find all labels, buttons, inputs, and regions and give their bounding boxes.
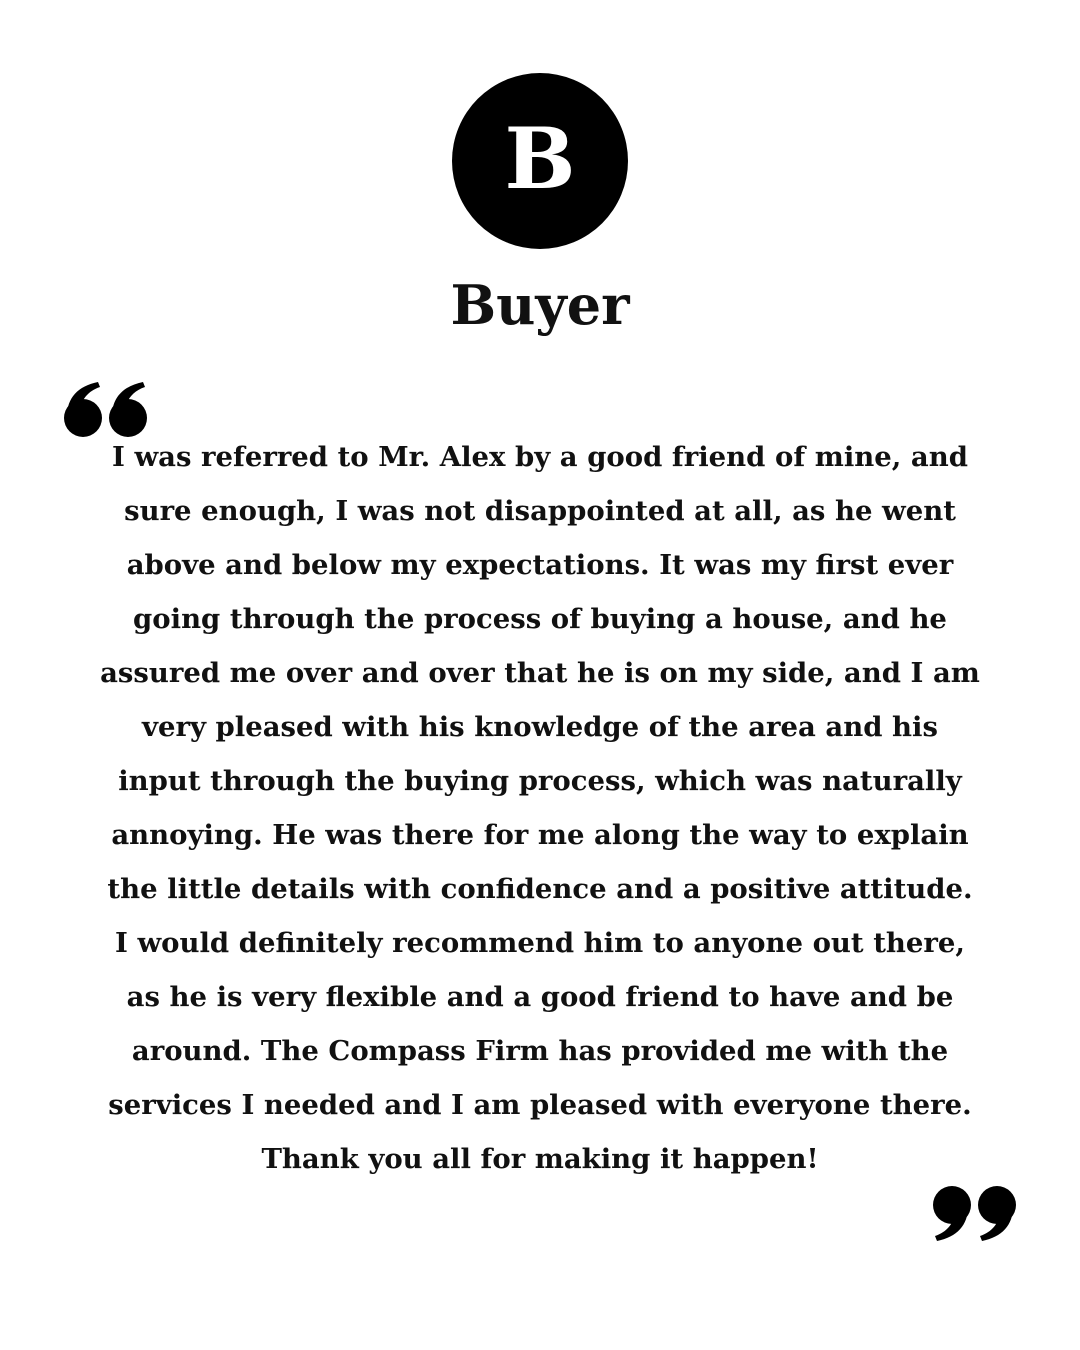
close-quote-icon <box>926 1183 1020 1249</box>
avatar-letter: B <box>504 109 576 208</box>
avatar <box>452 73 628 249</box>
testimonial-text: I was referred to Mr. Alex by a good friend of mine, and sure enough, I was not disappointed at all, as he went above and below my expectations. It was my first ever going through the process of buying a house, and he assured me over and over that he is on my side, and I am very pleased with his knowledge of the area and his input through the buying process, which was naturally annoying. He was there for me along the way to explain the little details with confidence and a positive attitude. I would definitely recommend him to anyone out there, as he is very flexible and a good friend to have and be around. The Compass Firm has provided me with the services I needed and I am pleased with everyone there. Thank you all for making it happen! <box>100 441 980 1175</box>
page-title: Buyer <box>450 273 630 337</box>
